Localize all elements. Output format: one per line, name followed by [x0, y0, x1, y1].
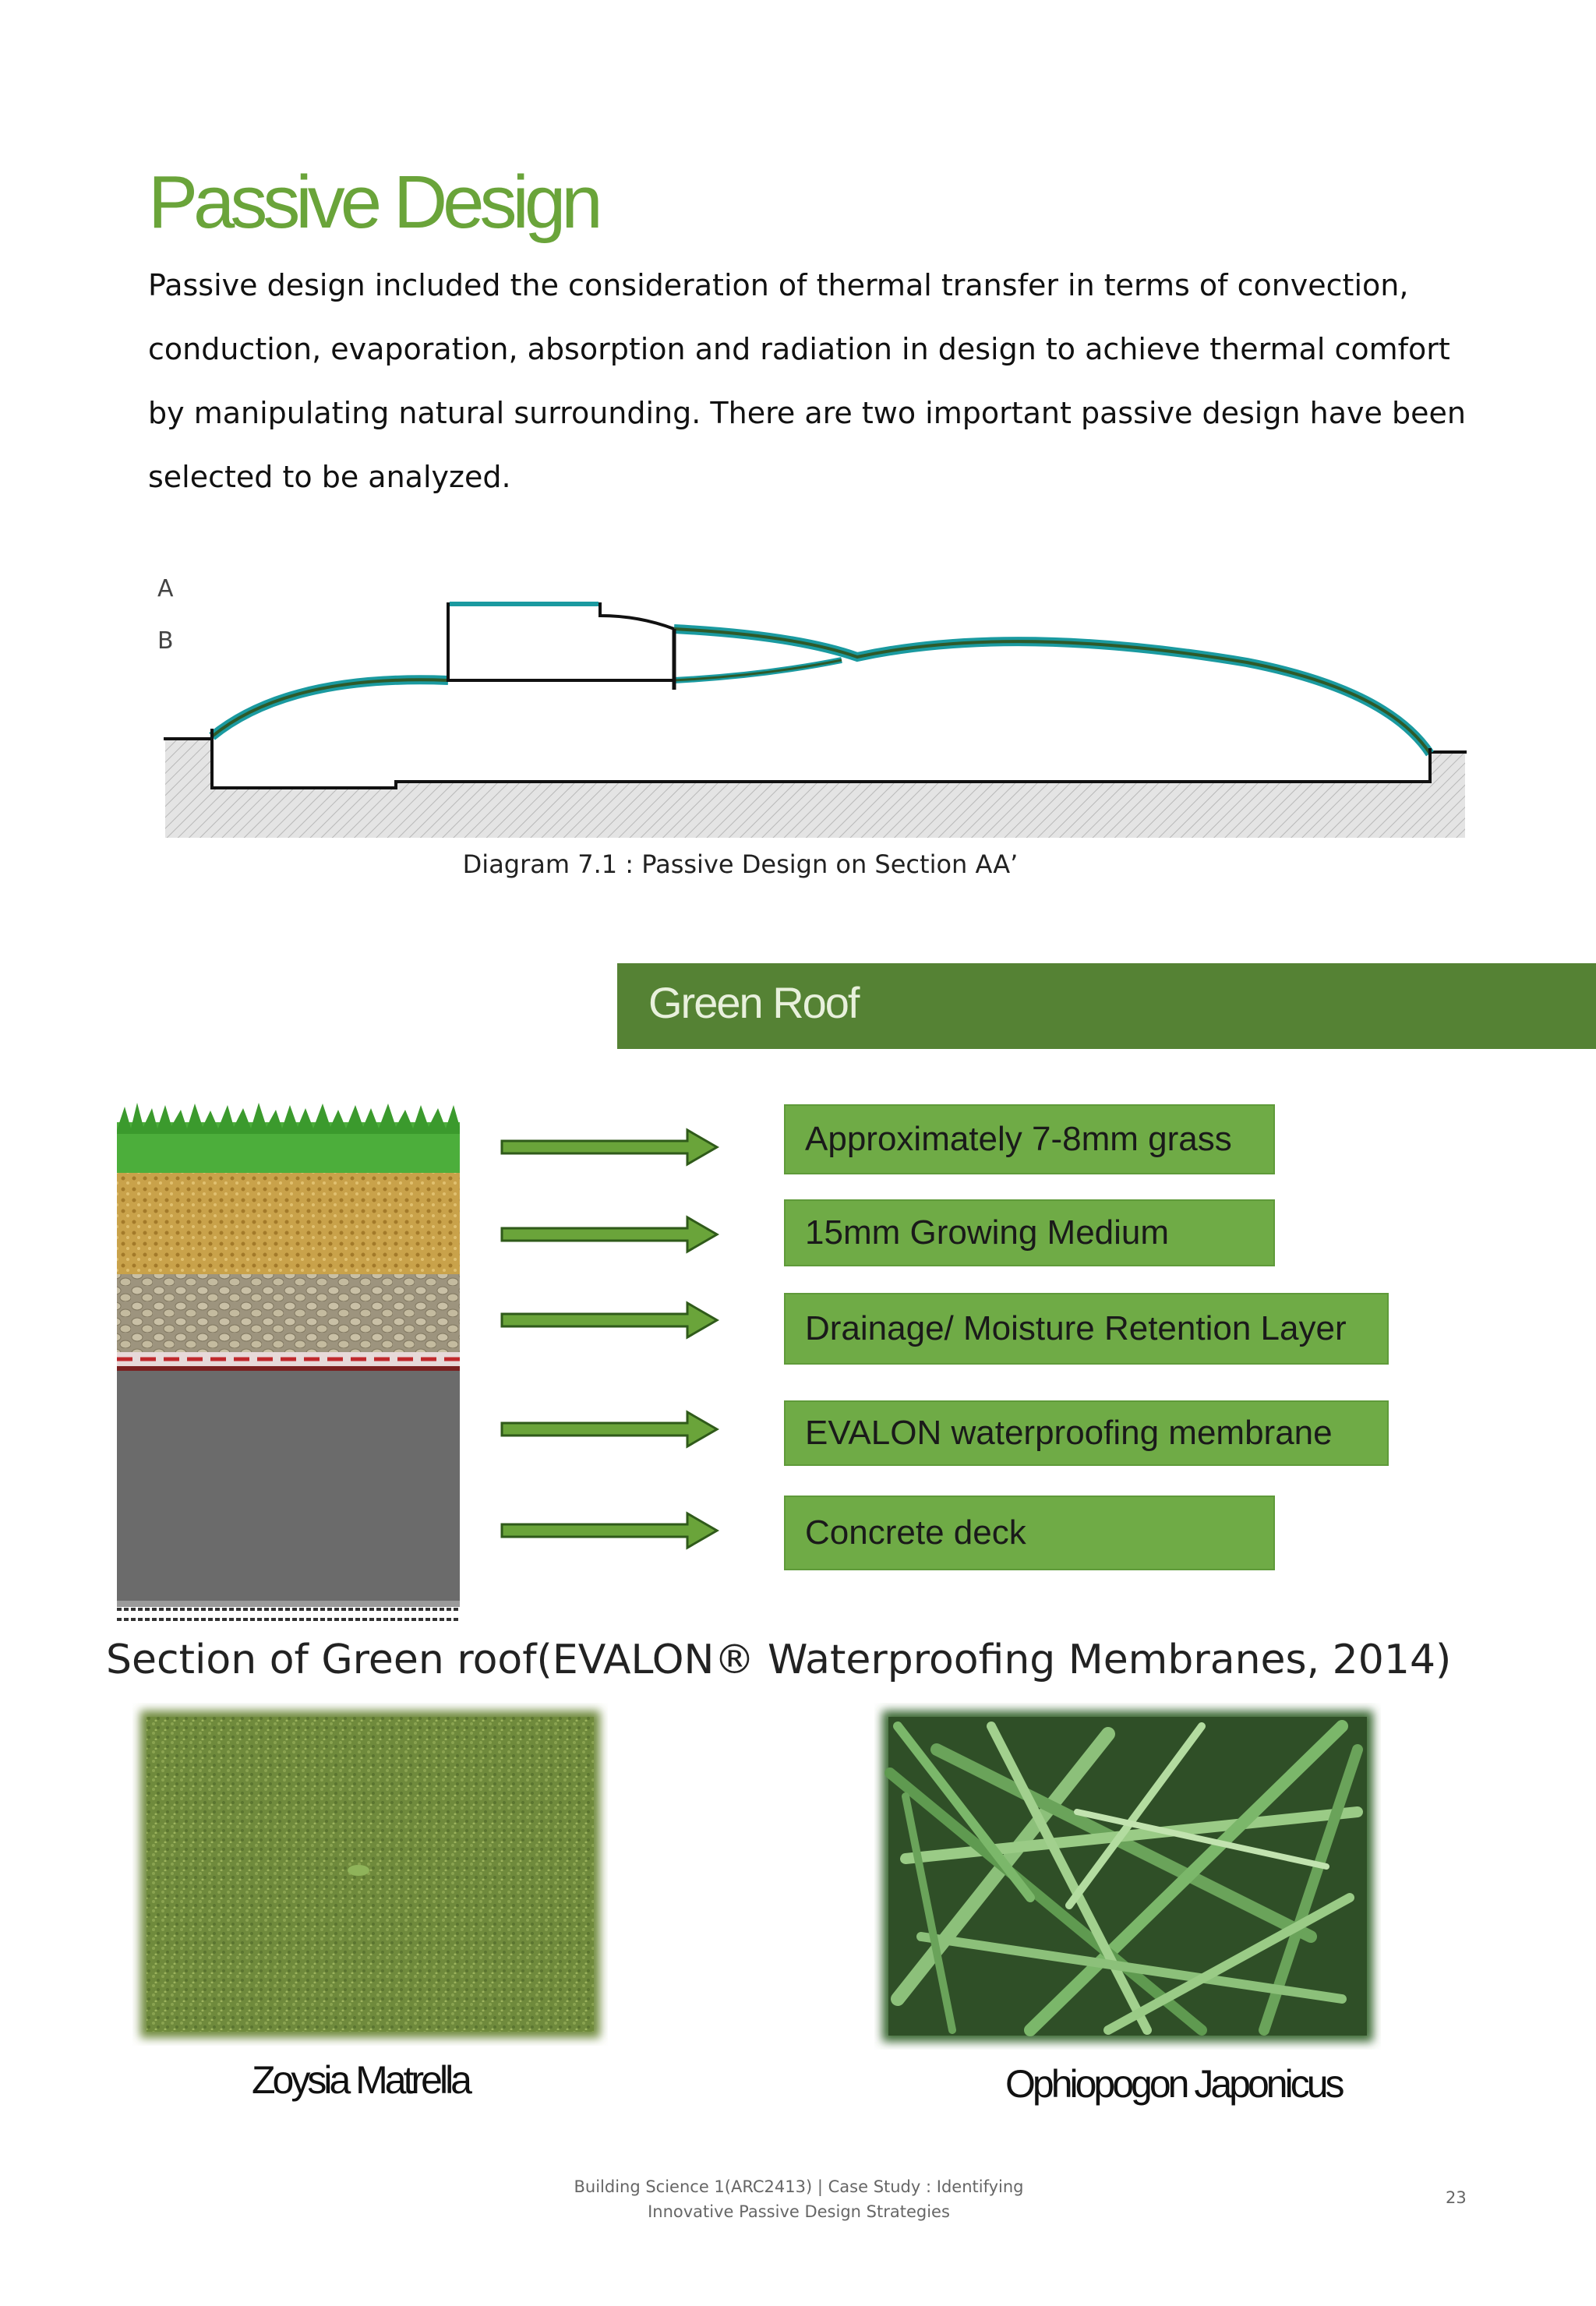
green-roof-layers-illustration: [109, 1099, 468, 1629]
growing-medium-layer: [117, 1173, 460, 1274]
page-number: 23: [1446, 2188, 1467, 2207]
green-roof-right: [674, 629, 1430, 754]
layer-label-growing-medium: 15mm Growing Medium: [784, 1199, 1275, 1266]
zoysia-grass-photo: [132, 1703, 608, 2046]
arrow-right-icon: [500, 1214, 720, 1255]
skylight-box: [448, 604, 674, 680]
intro-paragraph: [148, 253, 1473, 509]
plant-name-ophiopogon: Ophiopogon Japonicus: [1005, 2062, 1342, 2106]
footer-line: Innovative Passive Design Strategies: [648, 2202, 950, 2221]
section-label-b: B: [157, 627, 174, 655]
intro-line: Passive design included the consideration of thermal transfer in terms of convection,: [148, 268, 1409, 302]
concrete-deck-layer: [117, 1371, 460, 1601]
arrow-right-icon: [500, 1127, 720, 1167]
drainage-layer: [117, 1274, 460, 1352]
layer-label-membrane: EVALON waterproofing membrane: [784, 1400, 1389, 1466]
banner-title: Green Roof: [648, 978, 859, 1027]
ground-line: [164, 739, 1467, 788]
intro-line: selected to be analyzed.: [148, 460, 511, 494]
intro-line: by manipulating natural surrounding. There are two important passive design have been: [148, 396, 1466, 430]
layer-label-drainage: Drainage/ Moisture Retention Layer: [784, 1293, 1389, 1365]
layer-label-concrete-deck: Concrete deck: [784, 1496, 1275, 1570]
green-roof-caption: Section of Green roof(EVALON® Waterproofing Membranes, 2014): [106, 1637, 1452, 1683]
arrow-right-icon: [500, 1510, 720, 1551]
green-roof-banner: [617, 963, 1596, 1049]
arrow-right-icon: [500, 1300, 720, 1340]
arrow-right-icon: [500, 1409, 720, 1450]
page-title: Passive Design: [148, 161, 598, 244]
page-footer: [546, 2174, 1052, 2224]
intro-line: conduction, evaporation, absorption and radiation in design to achieve thermal comfort: [148, 332, 1450, 366]
plant-name-zoysia: Zoysia Matrella: [252, 2058, 469, 2102]
section-label-a: A: [157, 575, 174, 602]
layer-label-grass: Approximately 7-8mm grass: [784, 1104, 1275, 1174]
section-diagram: [156, 573, 1473, 842]
diagram-caption: Diagram 7.1 : Passive Design on Section AA’: [462, 849, 1019, 879]
ophiopogon-grass-photo: [874, 1703, 1381, 2050]
footer-line: Building Science 1(ARC2413) | Case Study : Identifying: [574, 2177, 1024, 2196]
